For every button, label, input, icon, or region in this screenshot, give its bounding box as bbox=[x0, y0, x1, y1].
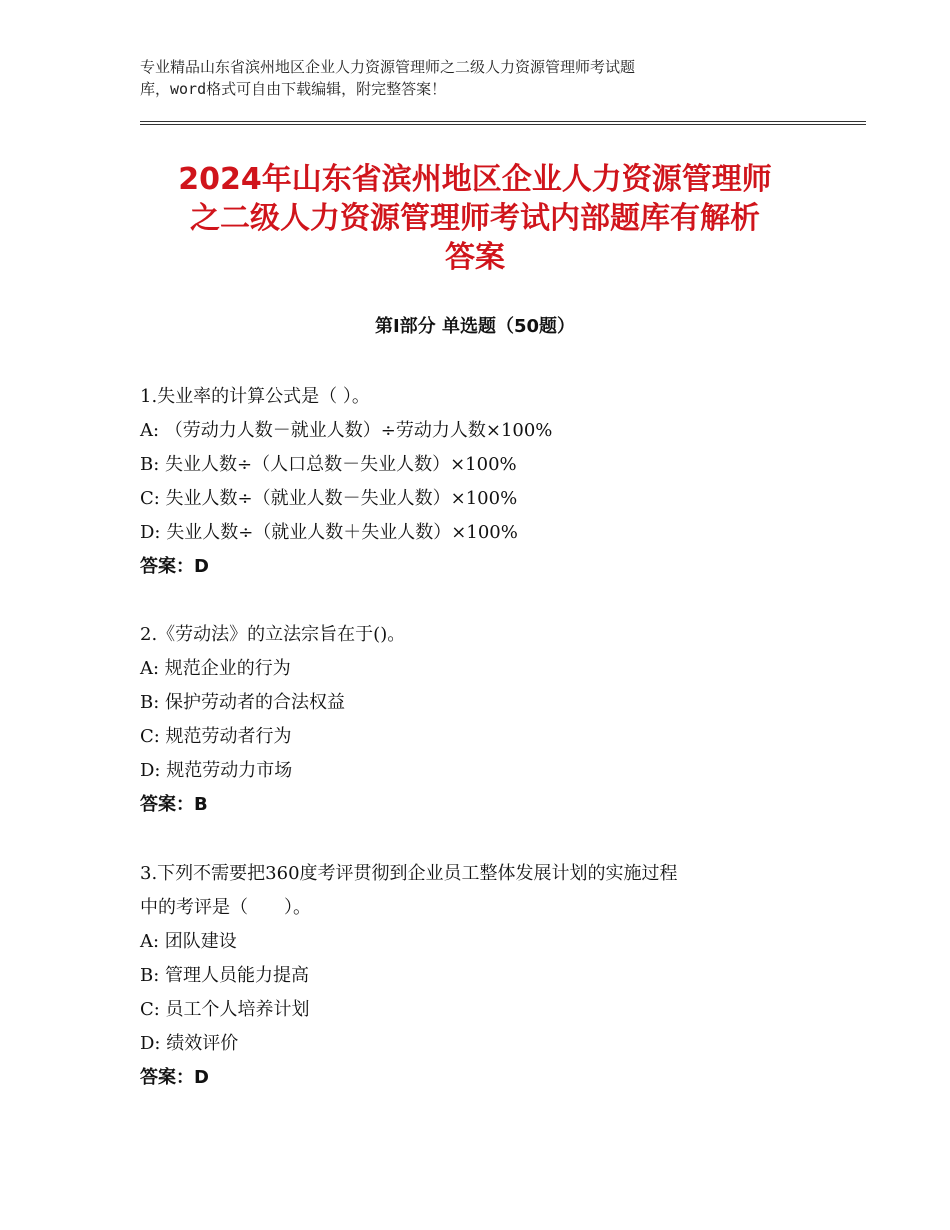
title-line-2: 之二级人力资源管理师考试内部题库有解析 bbox=[190, 201, 760, 236]
question-2 bbox=[140, 618, 800, 822]
question-stem: 2.《劳动法》的立法宗旨在于()。 bbox=[140, 624, 406, 645]
question-1 bbox=[140, 380, 800, 584]
option-c: C: 员工个人培养计划 bbox=[140, 999, 310, 1020]
option-d: D: 绩效评价 bbox=[140, 1033, 239, 1054]
option-d: D: 失业人数÷（就业人数＋失业人数）×100% bbox=[140, 522, 518, 543]
header-note-line-1: 专业精品山东省滨州地区企业人力资源管理师之二级人力资源管理师考试题 bbox=[140, 58, 636, 76]
option-b: B: 失业人数÷（人口总数－失业人数）×100% bbox=[140, 454, 517, 475]
question-stem: 1.失业率的计算公式是（ ）。 bbox=[140, 386, 370, 407]
title-line-3: 答案 bbox=[445, 240, 505, 275]
header-divider bbox=[140, 121, 866, 125]
section-heading: 第Ⅰ部分 单选题（50题） bbox=[374, 316, 575, 337]
option-d: D: 规范劳动力市场 bbox=[140, 760, 293, 781]
option-b: B: 保护劳动者的合法权益 bbox=[140, 692, 346, 713]
option-b: B: 管理人员能力提高 bbox=[140, 965, 310, 986]
header-note bbox=[140, 56, 820, 100]
option-c: C: 失业人数÷（就业人数－失业人数）×100% bbox=[140, 488, 518, 509]
header-note-line-2: 库，word格式可自由下载编辑，附完整答案！ bbox=[140, 80, 447, 98]
option-a: A: 团队建设 bbox=[140, 931, 237, 952]
option-a: A: （劳动力人数－就业人数）÷劳动力人数×100% bbox=[140, 420, 553, 441]
answer-label: 答案：B bbox=[140, 794, 208, 815]
option-a: A: 规范企业的行为 bbox=[140, 658, 291, 679]
answer-label: 答案：D bbox=[140, 1067, 209, 1088]
option-c: C: 规范劳动者行为 bbox=[140, 726, 292, 747]
title-line-1: 2024年山东省滨州地区企业人力资源管理师 bbox=[178, 162, 772, 197]
answer-label: 答案：D bbox=[140, 556, 209, 577]
question-stem-line-1: 3.下列不需要把360度考评贯彻到企业员工整体发展计划的实施过程 bbox=[140, 863, 678, 884]
question-3 bbox=[140, 857, 800, 1095]
question-stem-line-2: 中的考评是（ ）。 bbox=[140, 897, 311, 918]
document-title bbox=[140, 160, 810, 277]
